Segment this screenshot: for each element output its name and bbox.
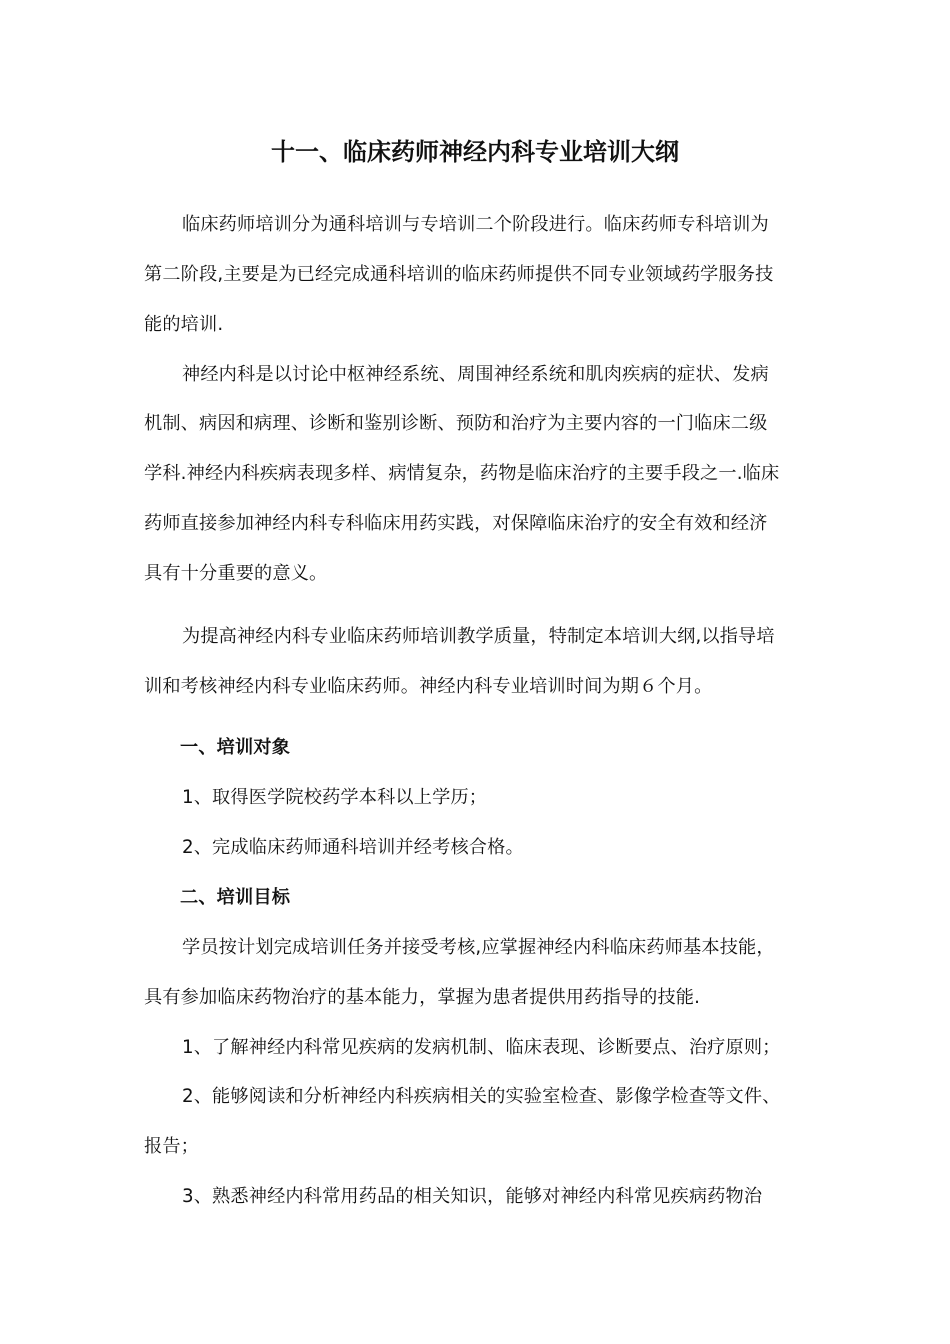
list-item: 2、完成临床药师通科培训并经考核合格。: [182, 837, 524, 858]
section-heading: 一、培训对象: [180, 737, 291, 758]
list-item: 2、能够阅读和分析神经内科疾病相关的实验室检查、影像学检查等文件、: [182, 1086, 781, 1107]
paragraph-line: 为提高神经内科专业临床药师培训教学质量，特制定本培训大纲,以指导培: [182, 626, 775, 647]
paragraph-line: 神经内科是以讨论中枢神经系统、周围神经系统和肌肉疾病的症状、发病: [182, 364, 769, 385]
paragraph-line: 具有十分重要的意义。: [144, 563, 328, 584]
paragraph-line: 报告；: [144, 1136, 200, 1157]
paragraph-line: 临床药师培训分为通科培训与专培训二个阶段进行。临床药师专科培训为: [182, 214, 769, 235]
list-item: 1、了解神经内科常见疾病的发病机制、临床表现、诊断要点、治疗原则；: [182, 1037, 781, 1058]
paragraph-line: 训和考核神经内科专业临床药师。神经内科专业培训时间为期６个月。: [144, 676, 713, 697]
paragraph-line: 能的培训.: [144, 314, 224, 335]
paragraph-line: 药师直接参加神经内科专科临床用药实践，对保障临床治疗的安全有效和经济: [144, 513, 768, 534]
page-title: 十一、临床药师神经内科专业培训大纲: [271, 138, 679, 166]
paragraph-line: 第二阶段,主要是为已经完成通科培训的临床药师提供不同专业领域药学服务技: [144, 264, 774, 285]
section-heading: 二、培训目标: [180, 887, 291, 908]
list-item: 1、取得医学院校药学本科以上学历；: [182, 787, 488, 808]
paragraph-line: 学员按计划完成培训任务并接受考核,应掌握神经内科临床药师基本技能，: [182, 937, 775, 958]
paragraph-line: 具有参加临床药物治疗的基本能力，掌握为患者提供用药指导的技能.: [144, 987, 701, 1008]
paragraph-line: 学科.神经内科疾病表现多样、病情复杂，药物是临床治疗的主要手段之一.临床: [144, 463, 780, 484]
paragraph-line: 机制、病因和病理、诊断和鉴别诊断、预防和治疗为主要内容的一门临床二级: [144, 413, 768, 434]
list-item: 3、熟悉神经内科常用药品的相关知识，能够对神经内科常见疾病药物治: [182, 1186, 763, 1207]
